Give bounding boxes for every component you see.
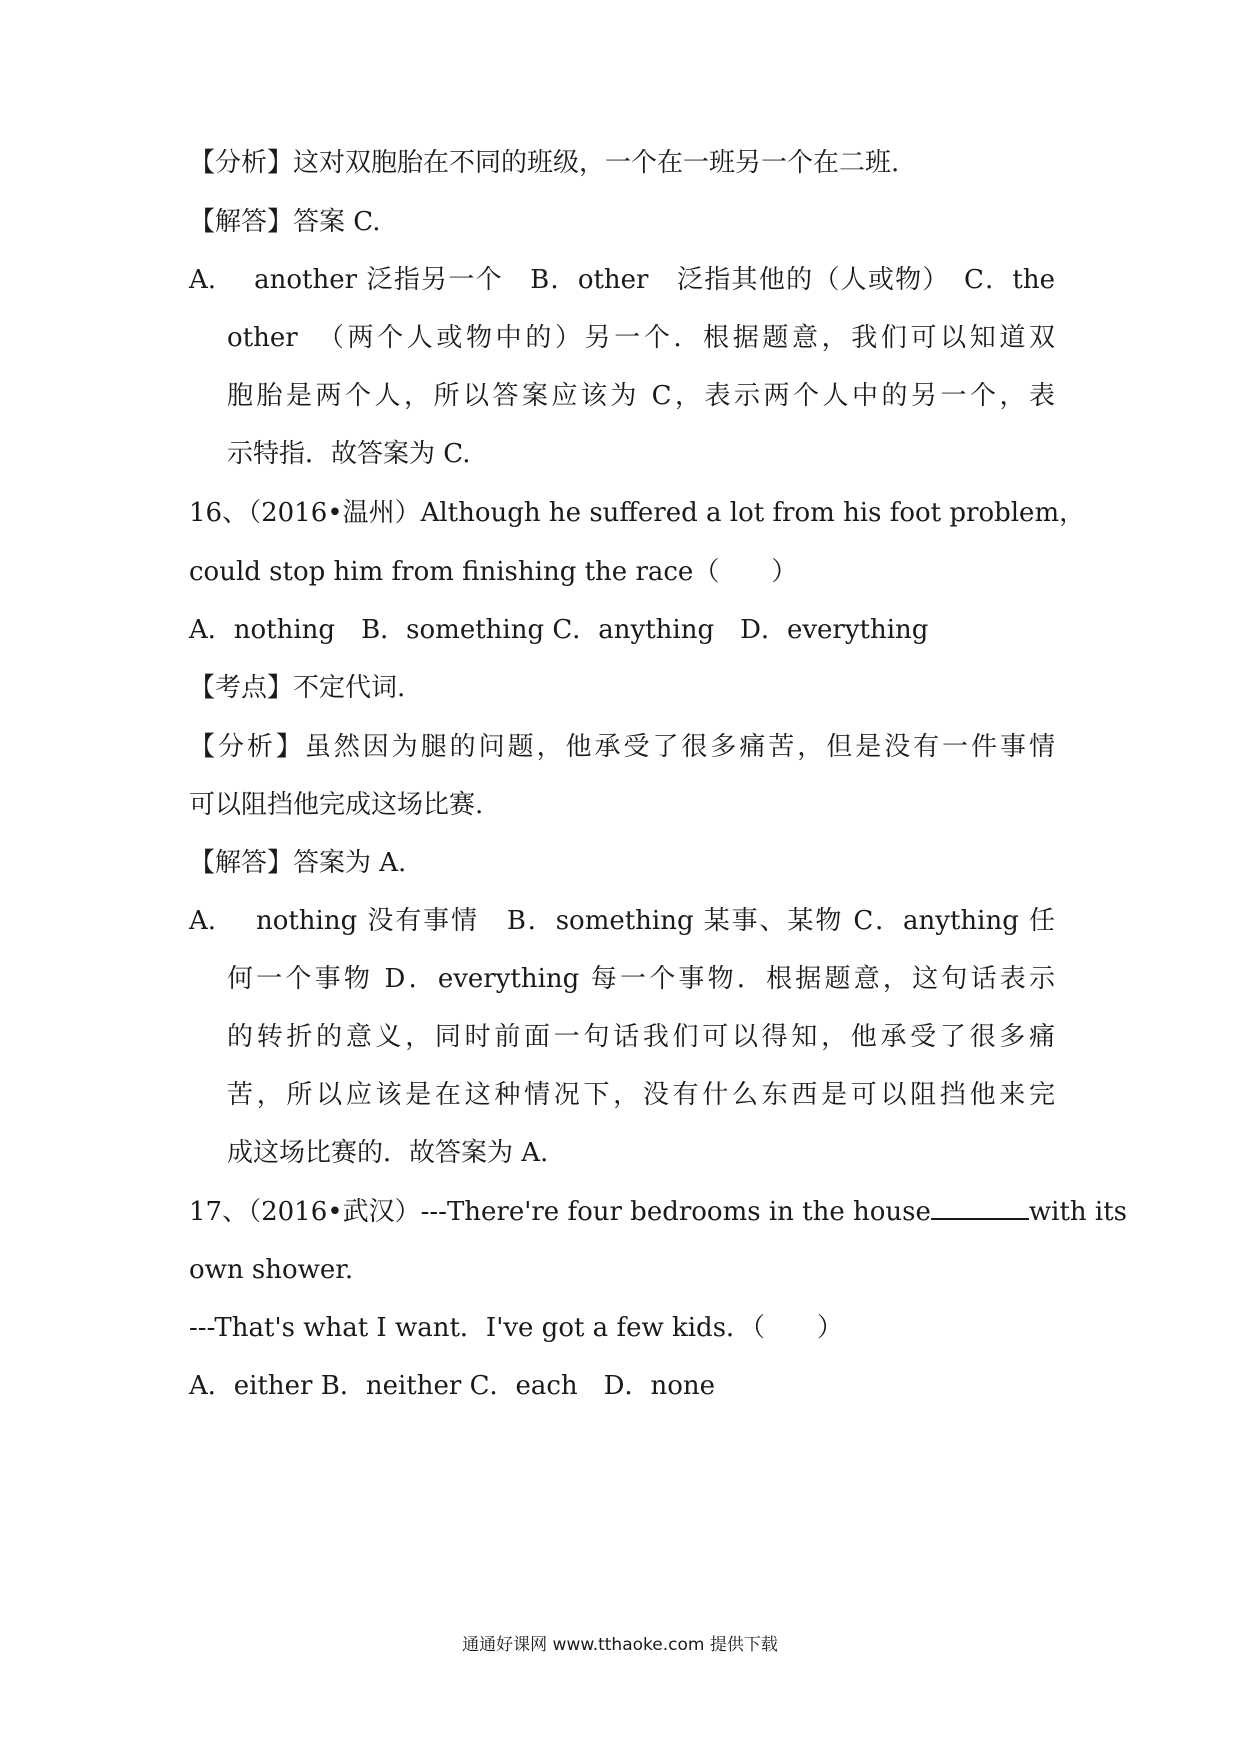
q15-explanation-line-1: A. another 泛指另一个 B．other 泛指其他的（人或物） C．the (189, 265, 1055, 295)
q16-answer: 【解答】答案为 A. (189, 848, 407, 878)
q15-answer: 【解答】答案 C. (189, 207, 381, 237)
q16-analysis-line-2: 可以阻挡他完成这场比赛. (189, 790, 484, 820)
q16-topic: 【考点】不定代词. (189, 673, 406, 703)
page-footer: 通通好课网 www.tthaoke.com 提供下载 (462, 1635, 778, 1655)
q17-reply: ---That's what I want．I've got a few kids．（ ） (189, 1313, 844, 1343)
q15-explanation-line-4: 示特指．故答案为 C. (227, 439, 471, 469)
q16-stem-line-1 (189, 493, 1086, 533)
q17-stem-end: with its (1028, 1197, 1128, 1227)
q16-stem-line-2: could stop him from finishing the race（ ） (189, 557, 798, 587)
q16-explanation-line-5: 成这场比赛的．故答案为 A. (227, 1138, 549, 1168)
q15-analysis: 【分析】这对双胞胎在不同的班级，一个在一班另一个在二班. (189, 148, 900, 178)
q16-stem-start: 16、（2016•温州）Although he suffered a lot from his foot problem， (189, 498, 1086, 528)
q15-explanation-line-3: 胞胎是两个人，所以答案应该为 C，表示两个人中的另一个，表 (227, 381, 1055, 411)
q16-explanation-line-1: A. nothing 没有事情 B．something 某事、某物 C．anything 任 (189, 906, 1055, 936)
q16-analysis-line-1: 【分析】虽然因为腿的问题，他承受了很多痛苦，但是没有一件事情 (189, 732, 1055, 762)
q16-explanation-line-2: 何一个事物 D．everything 每一个事物．根据题意，这句话表示 (227, 964, 1055, 994)
q17-stem-start: 17、（2016•武汉）---There're four bedrooms in the house (189, 1197, 931, 1227)
q15-explanation-line-2: other （两个人或物中的）另一个．根据题意，我们可以知道双 (227, 323, 1055, 353)
q16-explanation-line-3: 的转折的意义，同时前面一句话我们可以得知，他承受了很多痛 (227, 1022, 1055, 1052)
q16-explanation-line-4: 苦，所以应该是在这种情况下，没有什么东西是可以阻挡他来完 (227, 1080, 1055, 1110)
q17-blank-group (931, 1192, 1127, 1232)
q17-stem-line-2: own shower. (189, 1255, 354, 1285)
answer-blank (931, 1192, 1029, 1220)
q16-options: A．nothing B．something C．anything D．everything (189, 615, 929, 645)
q17-options: A．either B．neither C．each D．none (189, 1371, 716, 1401)
q17-stem-line-1 (189, 1192, 1128, 1232)
